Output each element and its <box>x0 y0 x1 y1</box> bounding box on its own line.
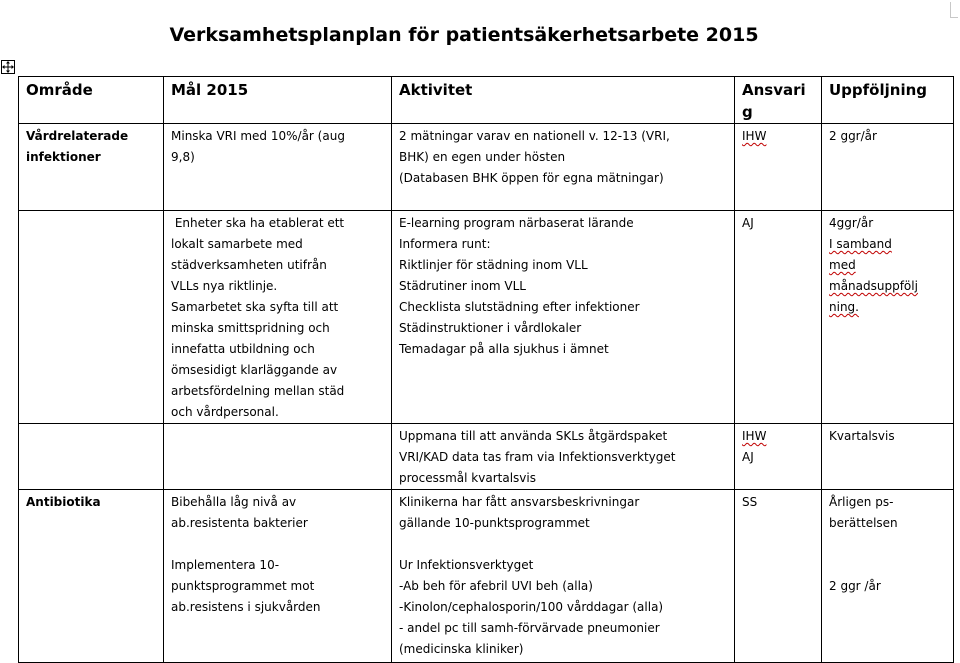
goal-line: Enheter ska ha etablerat ett <box>171 216 345 230</box>
goal-line: städverksamheten utifrån <box>171 258 327 272</box>
goal-line: punktsprogrammet mot <box>171 579 315 593</box>
followup-line: berättelsen <box>829 516 898 530</box>
activity-line: VRI/KAD data tas fram via Infektionsverktyget <box>399 450 676 464</box>
responsible-cell[interactable] <box>735 424 822 490</box>
goal-line: innefatta utbildning och <box>171 342 315 356</box>
followup-line: I samband <box>829 237 892 251</box>
responsible-line: IHW <box>742 429 767 443</box>
activity-line: Städinstruktioner i vårdlokaler <box>399 321 582 335</box>
activity-line: processmål kvartalsvis <box>399 471 536 485</box>
followup-spacer <box>829 534 947 555</box>
goal-line: ömsesidigt klarläggande av <box>171 363 338 377</box>
goal-line: lokalt samarbete med <box>171 237 303 251</box>
activity-line: gällande 10-punktsprogrammet <box>399 516 590 530</box>
followup-cell[interactable] <box>822 424 954 490</box>
activity-line: Klinikerna har fått ansvarsbeskrivningar <box>399 495 640 509</box>
goal-cell[interactable] <box>164 211 392 424</box>
activity-cell[interactable] <box>392 490 735 663</box>
goal-line: 9,8) <box>171 150 195 164</box>
goal-line: och vårdpersonal. <box>171 405 279 419</box>
goal-line: arbetsfördelning mellan städ <box>171 384 345 398</box>
area-cell[interactable]: Antibiotika <box>19 490 164 663</box>
header-area[interactable]: Område <box>19 77 164 124</box>
header-responsible[interactable]: Ansvarig <box>735 77 822 124</box>
activity-plan-table <box>18 76 954 663</box>
activity-line: - andel pc till samh-förvärvade pneumonier <box>399 621 660 635</box>
followup-line: Årligen ps- <box>829 495 894 509</box>
goal-spacer <box>171 534 385 555</box>
goal-line: Implementera 10- <box>171 558 280 572</box>
table-row <box>19 490 954 663</box>
table-row <box>19 124 954 211</box>
goal-line: ab.resistens i sjukvården <box>171 600 321 614</box>
responsible-line: SS <box>742 495 758 509</box>
table-row <box>19 211 954 424</box>
header-goal[interactable]: Mål 2015 <box>164 77 392 124</box>
goal-line: Bibehålla låg nivå av <box>171 495 297 509</box>
followup-spacer <box>829 555 947 576</box>
responsible-cell[interactable] <box>735 211 822 424</box>
goal-cell[interactable] <box>164 124 392 211</box>
activity-line: -Ab beh för afebril UVI beh (alla) <box>399 579 593 593</box>
activity-line: Städrutiner inom VLL <box>399 279 526 293</box>
goal-line: Samarbetet ska syfta till att <box>171 300 339 314</box>
goal-line: Minska VRI med 10%/år (aug <box>171 129 345 143</box>
responsible-line: IHW <box>742 129 767 143</box>
activity-cell[interactable] <box>392 124 735 211</box>
page-corner-mark <box>950 2 958 18</box>
activity-line: BHK) en egen under hösten <box>399 150 566 164</box>
activity-line: (medicinska kliniker) <box>399 642 524 656</box>
goal-line: VLLs nya riktlinje. <box>171 279 278 293</box>
document-title: Verksamhetsplanplan för patientsäkerhetsarbete 2015 <box>169 24 759 46</box>
followup-cell[interactable] <box>822 124 954 211</box>
responsible-line: AJ <box>742 450 754 464</box>
activity-line: 2 mätningar varav en nationell v. 12-13 (VRI, <box>399 129 670 143</box>
followup-line: 2 ggr /år <box>829 579 881 593</box>
responsible-cell[interactable] <box>735 490 822 663</box>
activity-line: Informera runt: <box>399 237 491 251</box>
activity-line: Temadagar på alla sjukhus i ämnet <box>399 342 609 356</box>
activity-spacer <box>399 534 728 555</box>
goal-cell[interactable] <box>164 424 392 490</box>
area-cell[interactable] <box>19 211 164 424</box>
activity-line: -Kinolon/cephalosporin/100 vårddagar (alla) <box>399 600 664 614</box>
table-row <box>19 424 954 490</box>
followup-line: 2 ggr/år <box>829 129 877 143</box>
table-header-row <box>19 77 954 124</box>
followup-line: månadsuppfölj <box>829 279 918 293</box>
followup-line: ning. <box>829 300 859 314</box>
followup-cell[interactable] <box>822 490 954 663</box>
followup-line: 4ggr/år <box>829 216 874 230</box>
followup-cell[interactable] <box>822 211 954 424</box>
goal-line: minska smittspridning och <box>171 321 330 335</box>
followup-line: med <box>829 258 856 272</box>
responsible-cell[interactable] <box>735 124 822 211</box>
responsible-line: AJ <box>742 216 754 230</box>
area-cell[interactable]: Vårdrelaterade infektioner <box>19 124 164 211</box>
header-followup[interactable]: Uppföljning <box>822 77 954 124</box>
activity-cell[interactable] <box>392 424 735 490</box>
table-move-handle-icon[interactable] <box>1 60 15 74</box>
followup-line: Kvartalsvis <box>829 429 895 443</box>
area-cell[interactable] <box>19 424 164 490</box>
activity-line: Uppmana till att använda SKLs åtgärdspaket <box>399 429 668 443</box>
activity-line: (Databasen BHK öppen för egna mätningar) <box>399 171 664 185</box>
goal-cell[interactable] <box>164 490 392 663</box>
header-activity[interactable]: Aktivitet <box>392 77 735 124</box>
activity-line: Riktlinjer för städning inom VLL <box>399 258 588 272</box>
goal-line: ab.resistenta bakterier <box>171 516 308 530</box>
activity-line: Checklista slutstädning efter infektioner <box>399 300 640 314</box>
activity-line: Ur Infektionsverktyget <box>399 558 534 572</box>
activity-line: E-learning program närbaserat lärande <box>399 216 634 230</box>
activity-cell[interactable] <box>392 211 735 424</box>
